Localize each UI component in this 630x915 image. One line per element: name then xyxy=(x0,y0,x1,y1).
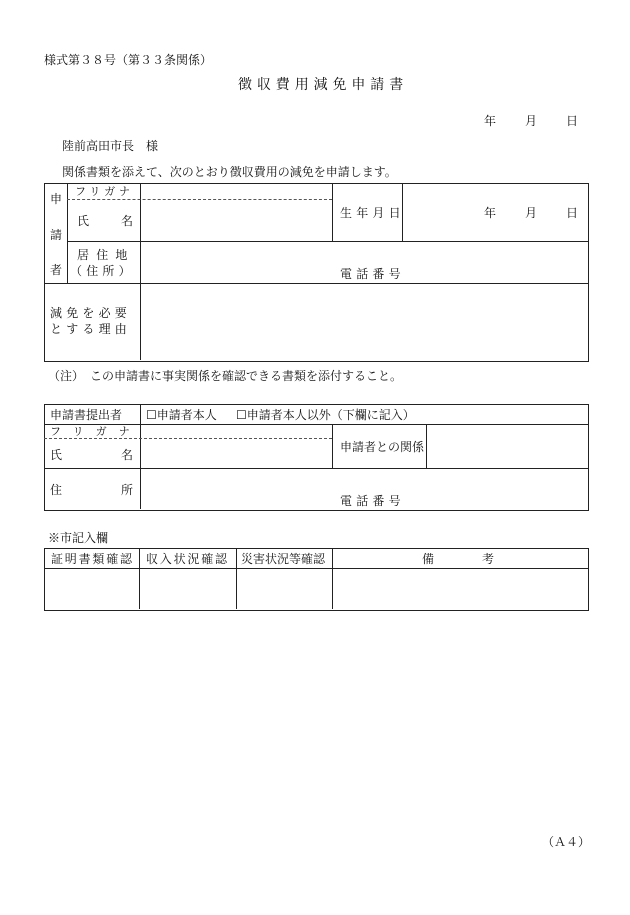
birth-label-left-divider xyxy=(332,183,333,241)
applicant-name-label-1: 氏 xyxy=(77,214,90,228)
applicant-furigana-label: フリガナ xyxy=(75,185,134,198)
office-col-divider-2 xyxy=(236,548,237,609)
birth-month: 月 xyxy=(525,206,538,220)
residence-label: 居住地 xyxy=(77,248,135,262)
document-title: 徴収費用減免申請書 xyxy=(238,77,409,93)
form-number: 様式第３８号（第３３条関係） xyxy=(44,53,213,67)
address-row-bottom-line xyxy=(44,283,588,284)
date-day: 日 xyxy=(566,114,579,128)
office-col-divider-3 xyxy=(332,548,333,609)
submitter-name-row-bottom-line xyxy=(44,468,588,469)
submitter-name-label-2: 名 xyxy=(121,448,134,462)
name-row-bottom-line xyxy=(67,241,588,242)
applicant-side-char-3: 者 xyxy=(50,263,63,277)
submitter-phone-label: 電話番号 xyxy=(340,494,405,508)
relation-label-left-divider xyxy=(332,424,333,468)
applicant-label-divider xyxy=(140,183,141,360)
paper-size-label: （Ａ４） xyxy=(542,835,591,849)
furigana-dashed-line xyxy=(67,199,332,200)
applicant-side-char-2: 請 xyxy=(50,228,63,242)
address-label: （住所） xyxy=(70,264,135,278)
submitter-address-label-1: 住 xyxy=(50,483,63,497)
applicant-side-char-1: 申 xyxy=(50,192,63,206)
intro-text: 関係書類を添えて、次のとおり徴収費用の減免を申請します。 xyxy=(62,165,397,179)
reason-label-line-1: 減免を必要 xyxy=(50,306,132,320)
date-year: 年 xyxy=(484,114,497,128)
office-col-certificate: 証明書類確認 xyxy=(51,552,134,566)
applicant-phone-label: 電話番号 xyxy=(340,267,405,281)
applicant-name-label-2: 名 xyxy=(121,214,134,228)
submitter-address-label-2: 所 xyxy=(121,483,134,497)
office-col-income: 収入状況確認 xyxy=(146,552,229,566)
submitter-label-divider xyxy=(140,404,141,509)
office-col-disaster: 災害状況等確認 xyxy=(241,552,326,566)
submitter-label: 申請書提出者 xyxy=(50,408,123,422)
office-header-bottom-line xyxy=(44,568,588,569)
submitter-furigana-label: フリガナ xyxy=(50,425,142,438)
date-month: 月 xyxy=(525,114,538,128)
submitter-furigana-dashed-line xyxy=(44,438,332,439)
note-text: （注） この申請書に事実関係を確認できる書類を添付すること。 xyxy=(48,369,403,383)
option-applicant-self[interactable]: ☐申請者本人 xyxy=(146,408,217,422)
birth-date-label: 生年月日 xyxy=(340,206,405,220)
birth-year: 年 xyxy=(484,206,497,220)
office-use-caption: ※市記入欄 xyxy=(48,531,109,545)
relation-label-right-divider xyxy=(426,424,427,468)
addressee: 陸前高田市長 様 xyxy=(62,139,159,153)
office-col-divider-1 xyxy=(139,548,140,609)
reason-label-line-2: とする理由 xyxy=(50,322,132,336)
option-applicant-other[interactable]: ☐申請者本人以外（下欄に記入） xyxy=(236,408,415,422)
submitter-name-label-1: 氏 xyxy=(50,448,63,462)
relation-label: 申請者との関係 xyxy=(340,440,425,454)
birth-day: 日 xyxy=(566,206,579,220)
office-col-remarks: 備 考 xyxy=(422,552,495,566)
